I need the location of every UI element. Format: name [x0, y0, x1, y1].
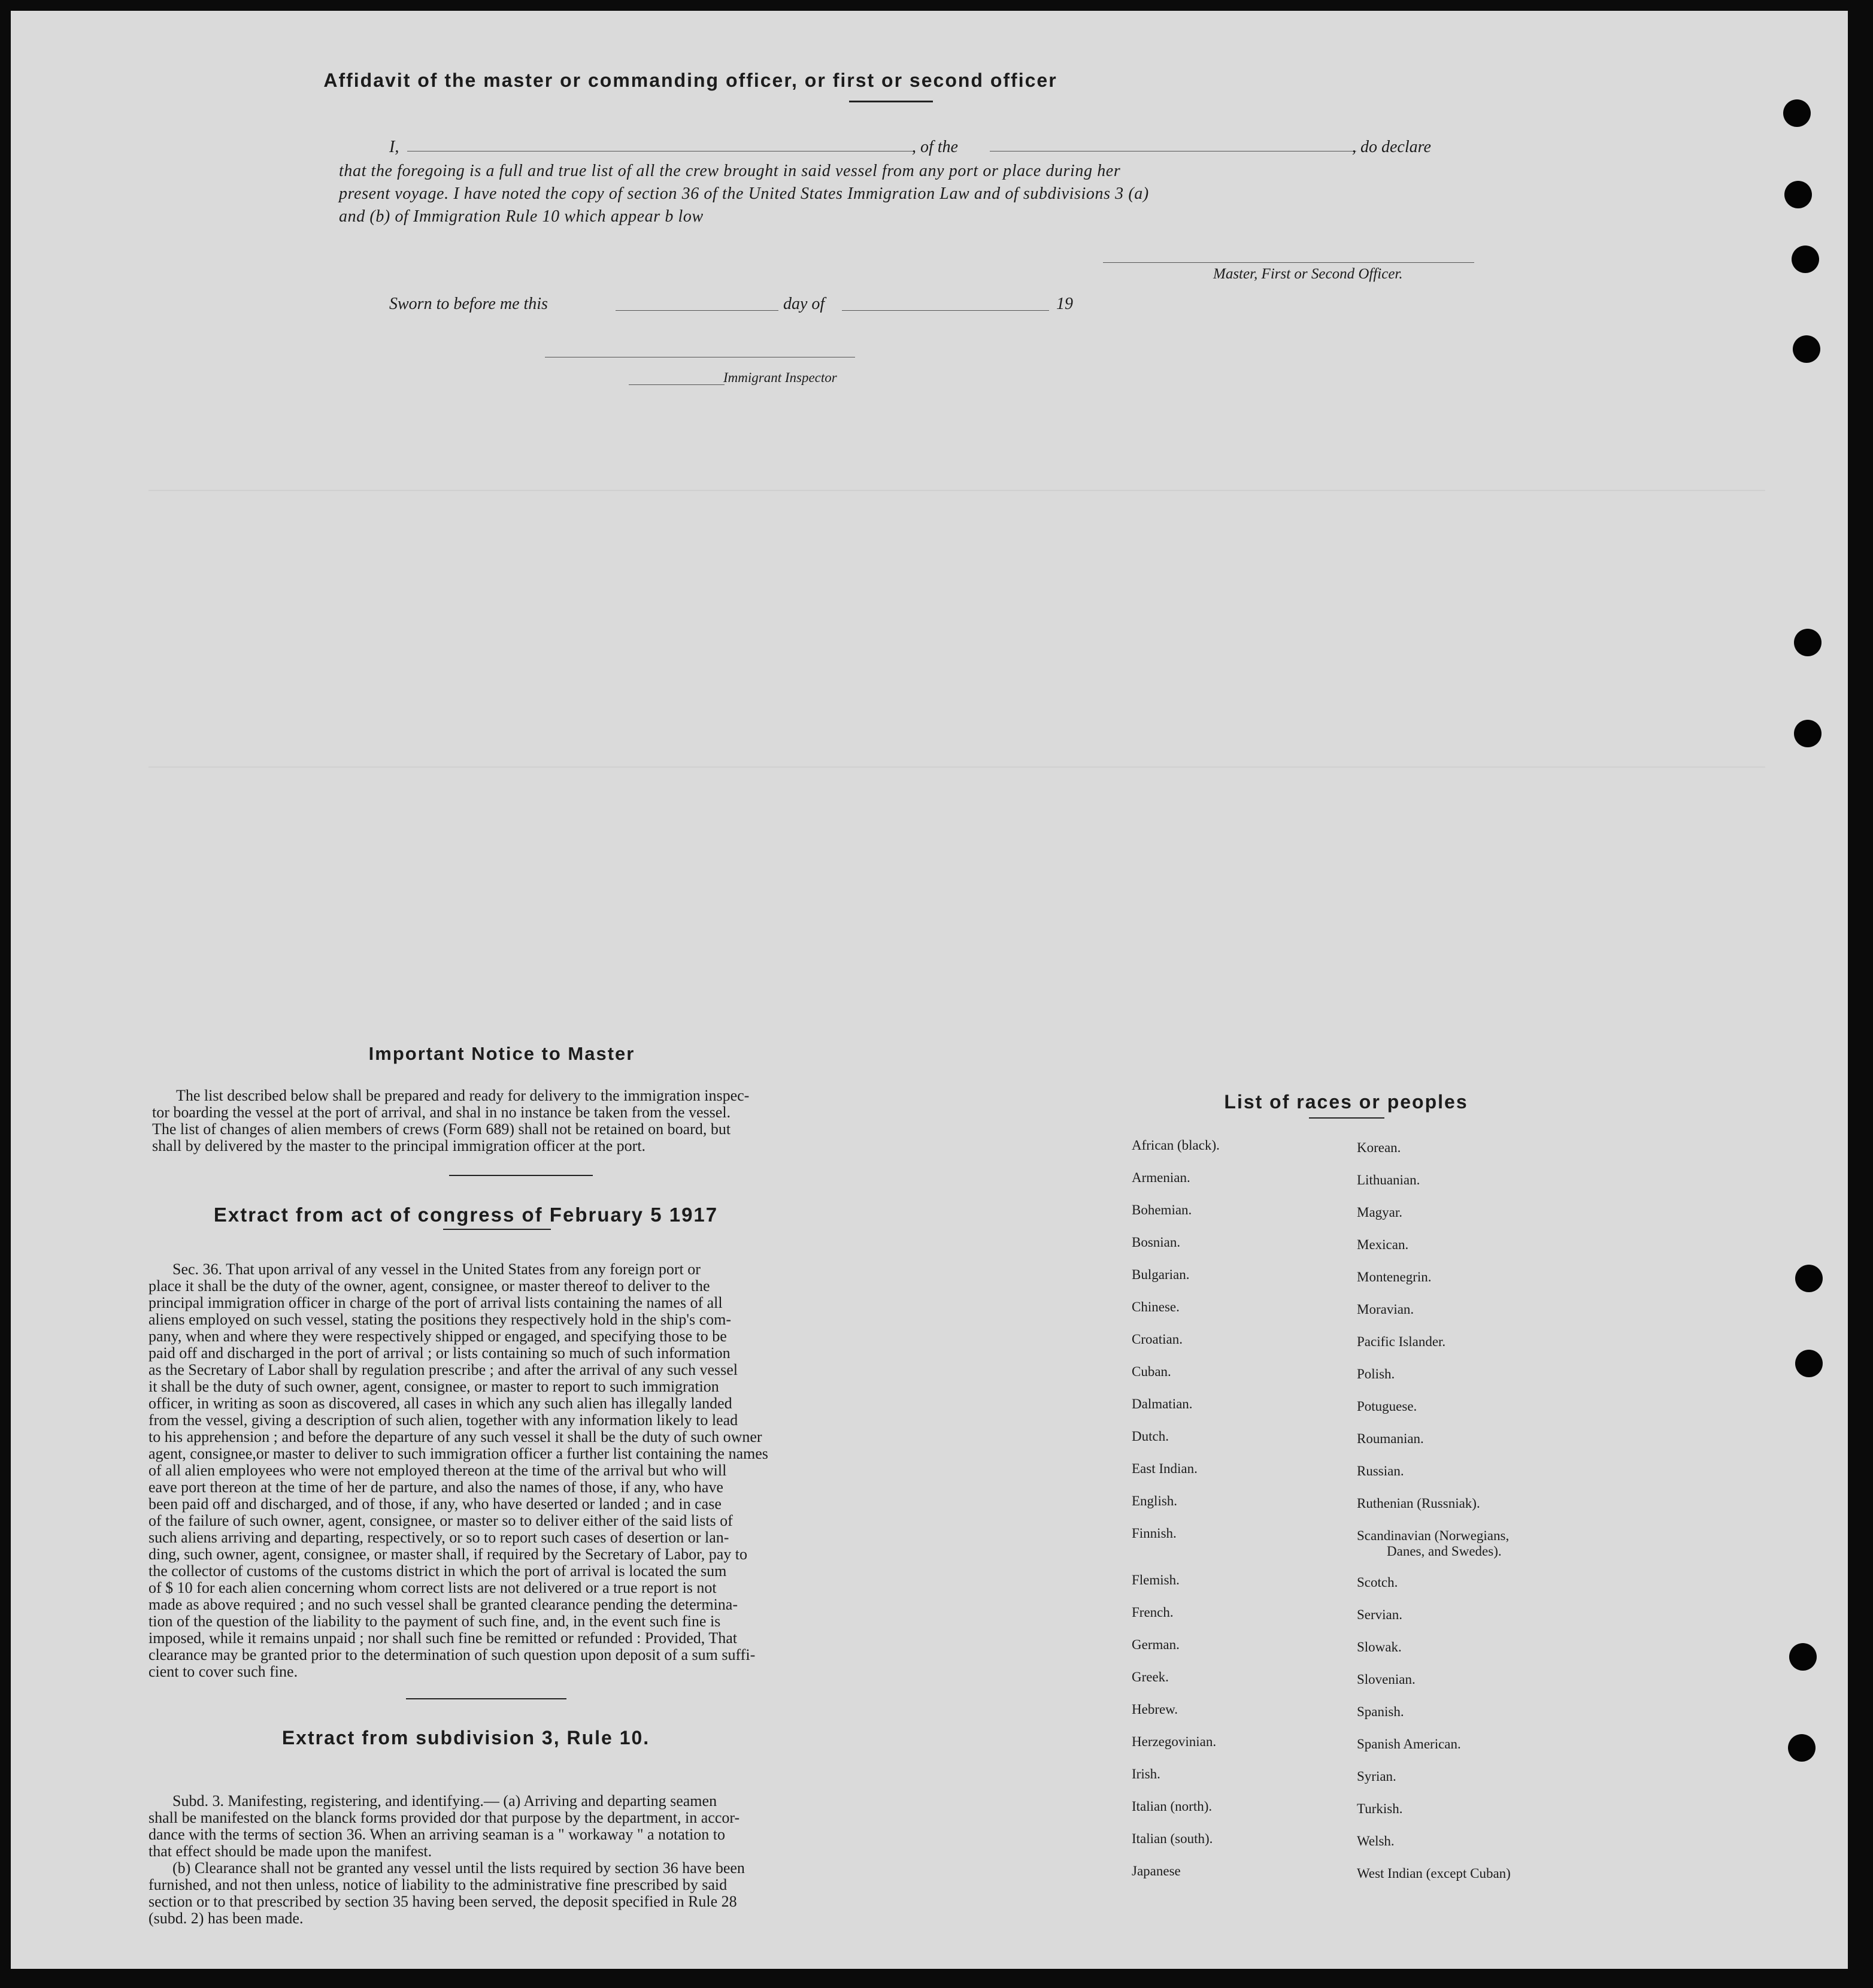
punch-hole	[1784, 181, 1812, 208]
rule-line: that effect should be made upon the manifest.	[148, 1842, 432, 1860]
punch-hole	[1788, 1734, 1816, 1762]
act-line: aliens employed on such vessel, stating the positions they respectively hold in the ship's com-	[148, 1311, 732, 1328]
race-left-item: Bosnian.	[1132, 1235, 1181, 1250]
act-line: from the vessel, giving a description of such alien, together with any information likely to lead	[148, 1411, 738, 1429]
races-title: List of races or peoples	[1224, 1091, 1468, 1113]
sworn-day-of-label: day of	[783, 295, 825, 313]
act-divider	[406, 1698, 566, 1699]
act-line: such aliens arriving and departing, respectively, or so to report such cases of desertion or lan-	[148, 1529, 729, 1546]
bleed-through-text	[148, 478, 1825, 1077]
race-left-item: Croatian.	[1132, 1332, 1183, 1347]
act-line: to his apprehension ; and before the departure of any such vessel it shall be the duty of such owner	[148, 1428, 762, 1445]
act-line: principal immigration officer in charge of the port of arrival lists containing the names of all	[148, 1294, 723, 1311]
race-right-item: Lithuanian.	[1357, 1172, 1420, 1187]
act-line: been paid off and discharged, and of those, if any, who have deserted or landed ; and in case	[148, 1495, 722, 1513]
race-right-item: Syrian.	[1357, 1769, 1396, 1784]
punch-hole	[1792, 246, 1819, 273]
act-line: eave port thereon at the time of her de parture, and also the names of those, if any, who have	[148, 1478, 723, 1496]
race-right-item: Potuguese.	[1357, 1399, 1417, 1414]
race-right-item: Polish.	[1357, 1366, 1395, 1381]
punch-hole	[1795, 1265, 1823, 1292]
rule-line: (b) Clearance shall not be granted any vessel until the lists required by section 36 have been	[172, 1859, 745, 1877]
act-line: Sec. 36. That upon arrival of any vessel in the United States from any foreign port or	[172, 1260, 701, 1278]
act-line: of $ 10 for each alien concerning whom correct lists are not delivered or a true report is not	[148, 1579, 717, 1596]
act-line: paid off and discharged in the port of arrival ; or lists containing so much of such information	[148, 1344, 731, 1362]
punch-hole	[1794, 629, 1822, 656]
affidavit-text-line: that the foregoing is a full and true list of all the crew brought in said vessel from any port or place during her	[339, 162, 1121, 180]
act-line: made as above required ; and no such vessel shall be granted clearance pending the determina-	[148, 1596, 738, 1613]
act-line: place it shall be the duty of the owner, agent, consignee, or master thereof to deliver to the	[148, 1277, 710, 1295]
race-left-item: Bulgarian.	[1132, 1267, 1190, 1282]
inspector-label: Immigrant Inspector	[723, 370, 837, 385]
notice-paragraph	[152, 1087, 832, 1154]
race-right-item: Servian.	[1357, 1607, 1403, 1622]
race-right-item: Ruthenian (Russniak).	[1357, 1496, 1480, 1511]
race-left-item: Cuban.	[1132, 1364, 1171, 1379]
notice-line: The list of changes of alien members of crews (Form 689) shall not be retained on board, but	[152, 1120, 731, 1138]
notice-line: shall by delivered by the master to the principal immigration officer at the port.	[152, 1137, 646, 1154]
race-left-item: Finnish.	[1132, 1526, 1177, 1541]
notice-title: Important Notice to Master	[368, 1043, 635, 1064]
rule-line: furnished, and not then unless, notice of liability to the administrative fine prescribed by said	[148, 1876, 728, 1893]
sworn-month-blank[interactable]	[842, 310, 1049, 311]
race-right-item: Turkish.	[1357, 1801, 1403, 1816]
act-line: cient to cover such fine.	[148, 1663, 298, 1680]
race-right-item: Pacific Islander.	[1357, 1334, 1446, 1349]
race-right-item: Spanish.	[1357, 1704, 1404, 1719]
affidavit-title-underline	[849, 101, 933, 102]
document-page	[11, 11, 1848, 1969]
rule-paragraph	[148, 1793, 820, 1927]
affidavit-i-label: I,	[389, 138, 399, 156]
notice-line: tor boarding the vessel at the port of arrival, and shal in no instance be taken from the vessel.	[152, 1104, 731, 1121]
inspector-signature-blank-2[interactable]	[629, 384, 725, 385]
race-right-item: Danes, and Swedes).	[1387, 1544, 1502, 1559]
act-line: of the failure of such owner, agent, consignee, or master so to deliver either of the said lists of	[148, 1512, 733, 1529]
punch-hole	[1794, 720, 1822, 747]
act-line: as the Secretary of Labor shall by regulation prescribe ; and after the arrival of any such vessel	[148, 1361, 738, 1378]
race-left-item: Armenian.	[1132, 1170, 1190, 1185]
act-line: the collector of customs of the customs district in which the port of arrival is located the sum	[148, 1562, 727, 1580]
sworn-prefix: Sworn to before me this	[389, 295, 548, 313]
act-line: officer, in writing as soon as discovered, all cases in which any such alien has illegally landed	[148, 1395, 732, 1412]
act-paragraph	[148, 1261, 830, 1680]
act-line: tion of the question of the liability to the payment of such fine, and, in the event such fine is	[148, 1613, 721, 1630]
sworn-year-label: 19	[1056, 295, 1073, 313]
race-right-item: Welsh.	[1357, 1834, 1395, 1848]
rule-title: Extract from subdivision 3, Rule 10.	[281, 1727, 650, 1748]
rule-line: Subd. 3. Manifesting, registering, and identifying.— (a) Arriving and departing seamen	[172, 1792, 717, 1810]
act-line: clearance may be granted prior to the determination of such question upon deposit of a sum suffi-	[148, 1646, 756, 1663]
master-signature-label: Master, First or Second Officer.	[1213, 266, 1403, 282]
affidavit-do-declare-label: , do declare	[1352, 138, 1431, 156]
race-right-item: Mexican.	[1357, 1237, 1409, 1252]
rule-line: section or to that prescribed by section 35 having been served, the deposit specified in Rule 28	[148, 1893, 737, 1910]
race-left-item: Italian (south).	[1132, 1831, 1213, 1846]
race-left-item: German.	[1132, 1637, 1180, 1652]
race-right-item: Magyar.	[1357, 1205, 1403, 1220]
race-left-item: French.	[1132, 1605, 1174, 1620]
affidavit-title: Affidavit of the master or commanding officer, or first or second officer	[323, 69, 1057, 91]
master-signature-blank[interactable]	[1103, 262, 1474, 263]
race-right-item: Russian.	[1357, 1463, 1404, 1478]
race-right-item: Roumanian.	[1357, 1431, 1424, 1446]
race-right-item: Slovenian.	[1357, 1672, 1416, 1687]
race-right-item: Korean.	[1357, 1140, 1401, 1155]
punch-hole	[1783, 99, 1811, 127]
rule-line: shall be manifested on the blanck forms provided dor that purpose by the department, in accor-	[148, 1809, 740, 1826]
affidavit-of-the-label: , of the	[912, 138, 958, 156]
race-left-item: Dutch.	[1132, 1429, 1169, 1444]
race-left-item: Italian (north).	[1132, 1799, 1213, 1814]
race-left-item: Japanese	[1132, 1863, 1181, 1878]
punch-hole	[1789, 1643, 1817, 1671]
race-right-item: Slowak.	[1357, 1640, 1402, 1654]
act-line: of all alien employees who were not employed thereon at the time of the arrival but who will	[148, 1462, 727, 1479]
rule-line: dance with the terms of section 36. When an arriving seaman is a " workaway " a notation to	[148, 1826, 725, 1843]
race-left-item: English.	[1132, 1493, 1178, 1508]
race-right-item: Spanish American.	[1357, 1737, 1461, 1751]
race-left-item: Bohemian.	[1132, 1202, 1192, 1217]
race-right-item: Scotch.	[1357, 1575, 1398, 1590]
race-right-item: Moravian.	[1357, 1302, 1414, 1317]
race-right-item: Scandinavian (Norwegians,	[1357, 1528, 1510, 1543]
act-line: it shall be the duty of such owner, agent, consignee, or master to report to such immigration	[148, 1378, 719, 1395]
punch-hole	[1795, 1350, 1823, 1377]
race-left-item: East Indian.	[1132, 1461, 1198, 1476]
rule-line: (subd. 2) has been made.	[148, 1910, 304, 1927]
act-title-underline	[443, 1229, 551, 1230]
affidavit-text-line: and (b) of Immigration Rule 10 which appear b low	[339, 207, 704, 226]
act-line: imposed, while it remains unpaid ; nor shall such fine be remitted or refunded : Provided, That	[148, 1629, 737, 1647]
race-right-item: West Indian (except Cuban)	[1357, 1866, 1511, 1881]
notice-divider	[449, 1175, 593, 1176]
act-line: agent, consignee,or master to deliver to such immigration officer a further list containing the names	[148, 1445, 768, 1462]
punch-hole	[1793, 335, 1820, 363]
affidavit-text-line: present voyage. I have noted the copy of section 36 of the United States Immigration Law and of subdivisions 3 (a)	[339, 184, 1149, 203]
race-left-item: African (black).	[1132, 1138, 1220, 1153]
act-title: Extract from act of congress of February 5 1917	[213, 1204, 719, 1226]
race-left-item: Hebrew.	[1132, 1702, 1178, 1717]
race-left-item: Chinese.	[1132, 1299, 1180, 1314]
act-line: ding, such owner, agent, consignee, or master shall, if required by the Secretary of Labor, pay to	[148, 1545, 748, 1563]
race-right-item: Montenegrin.	[1357, 1269, 1432, 1284]
race-left-item: Irish.	[1132, 1766, 1160, 1781]
race-left-item: Flemish.	[1132, 1572, 1180, 1587]
notice-line: The list described below shall be prepared and ready for delivery to the immigration inspec-	[176, 1087, 750, 1104]
race-left-item: Dalmatian.	[1132, 1396, 1193, 1411]
sworn-day-blank[interactable]	[616, 310, 778, 311]
race-left-item: Herzegovinian.	[1132, 1734, 1217, 1749]
race-left-item: Greek.	[1132, 1669, 1169, 1684]
races-title-underline	[1309, 1117, 1384, 1119]
act-line: pany, when and where they were respectively shipped or engaged, and specifying those to be	[148, 1328, 727, 1345]
